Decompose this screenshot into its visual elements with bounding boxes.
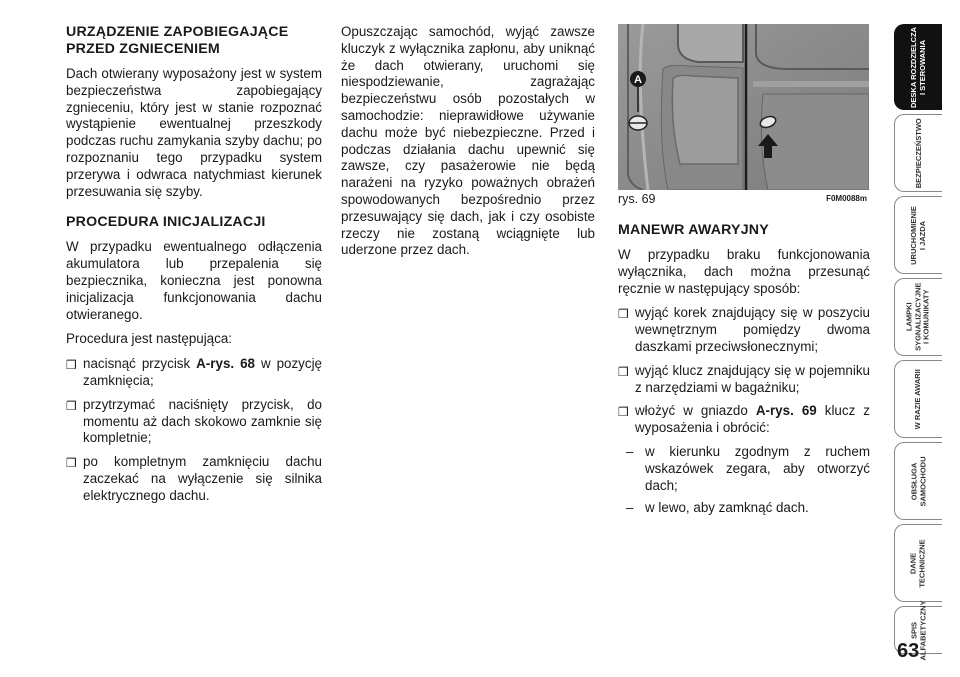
- procedure-step-3: ❒ po kompletnym zamknięciu dachu zaczekać na wyłączenie się silnika elektrycznego dachu.: [66, 454, 322, 503]
- checkbox-bullet-icon: ❒: [66, 398, 77, 413]
- tab-obsluga[interactable]: OBSŁUGA SAMOCHODU: [894, 442, 942, 520]
- dash-marker: –: [626, 443, 634, 459]
- label-a: A: [634, 74, 642, 86]
- checkbox-bullet-icon: ❒: [66, 456, 77, 471]
- figure-reference: A-rys. 69: [755, 403, 817, 419]
- tab-lampki[interactable]: LAMPKI SYGNALIZACYJNE I KOMUNIKATY: [894, 278, 942, 356]
- figure-rys-69: [618, 24, 869, 190]
- anti-crush-paragraph: Dach otwierany wyposażony jest w system bezpieczeństwa zapobiegający zgnieceniu, który jest w stanie rozpoznać wystąpienie ewentualnej przeszkody podczas ruchu zamykania szyby dachu; po rozpoznaniu tego przypadku system przerywa i odwraca natychmiast kierunek przesuwania się szyby.: [66, 66, 322, 199]
- figure-caption-row: [618, 192, 869, 208]
- safety-warning-paragraph: Opuszczając samochód, wyjąć zawsze kluczyk z wyłącznika zapłonu, aby uniknąć że dach otwierany, uruchomi się niespodziewanie, zagrażając bezpieczeństwu osób pozostałych w samochodzie: nieprawidłowe używanie dachu może być niebezpieczne. Przed i podczas działania dachu upewnić się zawsze, czy pasażerowie nie będą narażeni na ryzyko poważnych obrażeń spowodowanych bezpośrednio przez przesuwający się dach, jak i czy osobiste rzeczy nie zostaną wciągnięte lub uderzone przez dach.: [341, 24, 595, 258]
- tab-w-razie-awarii[interactable]: W RAZIE AWARII: [894, 360, 942, 438]
- emergency-step-2: ❒ wyjąć klucz znajdujący się w pojemniku z narzędziami w bagażniku;: [618, 362, 870, 395]
- heading-line-2: PRZED ZGNIECENIEM: [66, 41, 220, 57]
- emergency-substep-1: – w kierunku zgodnym z ruchem wskazówek zegara, aby otworzyć dach;: [626, 443, 870, 493]
- tab-uruchomienie[interactable]: URUCHOMIENIE I JAZDA: [894, 196, 942, 274]
- roof-illustration: [618, 24, 869, 190]
- page-number: 63: [897, 640, 920, 662]
- heading-line-1: URZĄDZENIE ZAPOBIEGAJĄCE: [66, 24, 289, 40]
- emergency-substep-2: – w lewo, aby zamknąć dach.: [626, 500, 809, 516]
- tab-spis-alfabetyczny[interactable]: SPIS ALFABETYCZNY: [894, 606, 942, 654]
- initialization-paragraph: W przypadku ewentualnego odłączenia akumulatora lub przepalenia się bezpiecznika, konieczna jest ponowna inicjalizacja funkcjonowania dachu otwieranego.: [66, 239, 322, 322]
- checkbox-bullet-icon: ❒: [618, 307, 629, 322]
- procedure-step-2: ❒ przytrzymać naciśnięty przycisk, do momentu aż dach skokowo zamknie się kompletnie;: [66, 396, 322, 446]
- checkbox-bullet-icon: ❒: [66, 358, 77, 373]
- emergency-step-1: ❒ wyjąć korek znajdujący się w poszyciu wewnętrznym pomiędzy dwoma daszkami przeciwsłonecznymi;: [618, 305, 870, 354]
- figure-caption: rys. 69: [618, 192, 656, 206]
- emergency-paragraph: W przypadku braku funkcjonowania wyłącznika, dach można przesunąć ręcznie w następujący sposób:: [618, 247, 870, 296]
- section-heading-anti-crush: [66, 24, 322, 58]
- procedure-step-1: ❒ nacisnąć przycisk A-rys. 68 w pozycję zamknięcia;: [66, 356, 322, 388]
- figure-code: F0M0088m: [826, 194, 867, 203]
- procedure-intro: Procedura jest następująca:: [66, 331, 232, 347]
- emergency-step-3: ❒ włożyć w gniazdo A-rys. 69 klucz z wyposażenia i obrócić:: [618, 403, 870, 436]
- dash-marker: –: [626, 500, 634, 516]
- tab-dane-techniczne[interactable]: DANE TECHNICZNE: [894, 524, 942, 602]
- checkbox-bullet-icon: ❒: [618, 364, 629, 379]
- checkbox-bullet-icon: ❒: [618, 405, 629, 420]
- tab-bezpieczenstwo[interactable]: BEZPIECZEŃSTWO: [894, 114, 942, 192]
- section-heading-emergency: MANEWR AWARYJNY: [618, 222, 769, 238]
- figure-reference: A-rys. 68: [196, 356, 255, 372]
- column-left: [66, 24, 322, 512]
- column-right: [618, 222, 870, 523]
- section-heading-initialization: PROCEDURA INICJALIZACJI: [66, 214, 266, 231]
- tab-deska-rozdzielcza[interactable]: DESKA ROZDZIELCZA I STEROWANIA: [894, 24, 942, 110]
- column-middle: [341, 24, 595, 267]
